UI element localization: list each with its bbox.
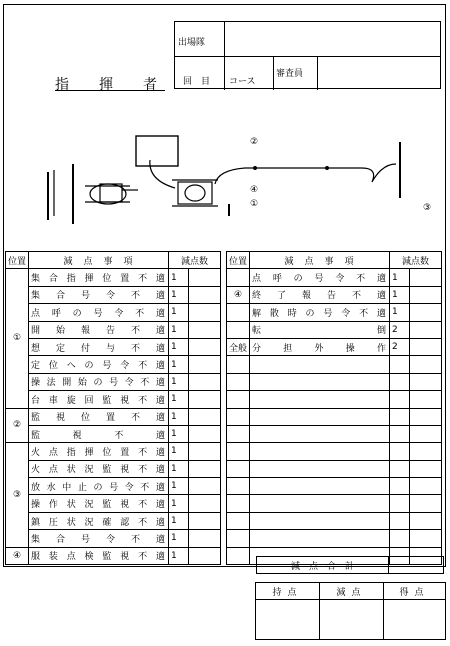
deduction-input-cell[interactable] — [410, 512, 442, 529]
position-cell — [227, 530, 250, 547]
deduction-input-cell[interactable] — [189, 478, 221, 495]
item-cell — [250, 425, 390, 442]
position-cell: ④ — [227, 286, 250, 303]
table-row — [6, 286, 221, 303]
table-row — [6, 495, 221, 512]
points-cell: 1 — [169, 495, 189, 512]
position-cell — [227, 460, 250, 477]
table-row — [6, 269, 221, 286]
item-cell: 鎮 圧 状 況 確 認 不 適 — [29, 512, 169, 529]
team-label: 出場隊 — [178, 38, 206, 48]
item-cell: 火 点 指 揮 位 置 不 適 — [29, 443, 169, 460]
position-cell: ③ — [6, 443, 29, 547]
table-row — [227, 443, 442, 460]
item-cell — [250, 356, 390, 373]
points-cell: 1 — [169, 356, 189, 373]
table-row — [227, 425, 442, 442]
item-cell: 想 定 付 与 不 適 — [29, 338, 169, 355]
deduction-input-cell[interactable] — [189, 391, 221, 408]
deduction-input-cell[interactable] — [410, 373, 442, 390]
table-row — [227, 269, 442, 286]
deduction-input-cell[interactable] — [189, 495, 221, 512]
table-row — [6, 425, 221, 442]
points-cell: 1 — [169, 530, 189, 547]
points-cell: 1 — [169, 304, 189, 321]
table-row — [227, 321, 442, 338]
points-cell: 1 — [169, 460, 189, 477]
marker-1: ① — [250, 199, 259, 209]
item-cell — [250, 530, 390, 547]
deduction-input-cell[interactable] — [189, 408, 221, 425]
deduction-input-cell[interactable] — [410, 304, 442, 321]
points-cell — [390, 356, 410, 373]
deduction-input-cell[interactable] — [189, 512, 221, 529]
points-cell — [390, 478, 410, 495]
position-cell — [227, 443, 250, 460]
item-cell: 分 担 外 操 作 — [250, 338, 390, 355]
points-cell: 2 — [390, 338, 410, 355]
points-cell — [390, 530, 410, 547]
points-cell: 2 — [390, 321, 410, 338]
points-cell: 1 — [169, 373, 189, 390]
item-cell: 放 水 中 止 の 号 令 不 適 — [29, 478, 169, 495]
table-row — [227, 408, 442, 425]
item-cell — [250, 495, 390, 512]
deduction-input-cell[interactable] — [410, 391, 442, 408]
table-row — [227, 460, 442, 477]
points-cell — [390, 443, 410, 460]
position-cell — [227, 321, 250, 338]
item-cell: 定 位 へ の 号 令 不 適 — [29, 356, 169, 373]
right-deduction-table — [226, 251, 442, 565]
item-cell: 監 視 不 適 — [29, 425, 169, 442]
position-cell — [227, 512, 250, 529]
score-header: 持点 — [256, 583, 320, 600]
position-cell — [227, 269, 250, 286]
points-cell: 1 — [169, 269, 189, 286]
item-cell — [250, 512, 390, 529]
score-field[interactable] — [320, 600, 384, 640]
table-row — [6, 373, 221, 390]
item-cell: 解 散 時 の 号 令 不 適 — [250, 304, 390, 321]
deduction-input-cell[interactable] — [189, 425, 221, 442]
position-cell: 全般 — [227, 338, 250, 355]
table-row — [6, 547, 221, 564]
page-title: 指 揮 者 — [55, 77, 165, 93]
deduction-input-cell[interactable] — [189, 530, 221, 547]
deduction-input-cell[interactable] — [410, 478, 442, 495]
table-row — [227, 530, 442, 547]
position-cell — [227, 391, 250, 408]
table-row — [227, 356, 442, 373]
position-cell — [227, 547, 250, 564]
hose-line — [215, 164, 396, 184]
deduction-input-cell[interactable] — [410, 286, 442, 303]
score-header: 得点 — [384, 583, 446, 600]
table-row — [6, 512, 221, 529]
marker-2: ② — [250, 137, 259, 147]
item-cell — [250, 478, 390, 495]
position-cell — [227, 408, 250, 425]
deduction-input-cell[interactable] — [410, 530, 442, 547]
table-row — [227, 373, 442, 390]
table-row — [6, 304, 221, 321]
deduction-input-cell[interactable] — [410, 495, 442, 512]
points-cell — [390, 408, 410, 425]
deduction-input-cell[interactable] — [410, 269, 442, 286]
score-table — [255, 582, 446, 640]
points-cell: 1 — [169, 478, 189, 495]
points-cell: 1 — [169, 338, 189, 355]
table-row — [227, 338, 442, 355]
deduction-input-cell[interactable] — [189, 269, 221, 286]
table-row — [6, 460, 221, 477]
deduction-input-cell[interactable] — [189, 338, 221, 355]
deduction-input-cell[interactable] — [189, 356, 221, 373]
item-cell: 監 視 位 置 不 適 — [29, 408, 169, 425]
points-cell: 1 — [390, 304, 410, 321]
points-cell: 1 — [169, 443, 189, 460]
deduction-input-cell[interactable] — [410, 443, 442, 460]
table-row — [6, 478, 221, 495]
marker-4: ④ — [250, 185, 259, 195]
item-cell — [250, 408, 390, 425]
total-field[interactable] — [389, 557, 444, 574]
points-cell: 1 — [169, 321, 189, 338]
points-cell — [390, 373, 410, 390]
item-cell: 点 呼 の 号 令 不 適 — [29, 304, 169, 321]
total-label: 減 点 合 計 — [257, 557, 389, 574]
table-row — [227, 495, 442, 512]
table-row — [6, 443, 221, 460]
position-cell — [227, 356, 250, 373]
deduction-input-cell[interactable] — [189, 460, 221, 477]
score-field[interactable] — [256, 600, 320, 640]
header-box — [174, 21, 441, 89]
position-cell — [227, 425, 250, 442]
position-cell — [227, 478, 250, 495]
deduction-input-cell[interactable] — [189, 286, 221, 303]
judge-field[interactable] — [318, 57, 441, 90]
monitor-box — [136, 136, 178, 166]
table-row — [6, 391, 221, 408]
deduction-input-cell[interactable] — [410, 425, 442, 442]
points-cell — [390, 391, 410, 408]
position-cell: ④ — [6, 547, 29, 564]
item-cell: 終 了 報 告 不 適 — [250, 286, 390, 303]
table-row — [227, 286, 442, 303]
item-cell — [250, 391, 390, 408]
deduction-input-cell[interactable] — [189, 304, 221, 321]
marker-3: ③ — [423, 203, 432, 213]
points-cell: 1 — [169, 547, 189, 564]
layout-diagram — [0, 120, 450, 230]
deduction-input-cell[interactable] — [189, 443, 221, 460]
deduction-input-cell[interactable] — [410, 321, 442, 338]
position-cell — [227, 495, 250, 512]
points-cell: 1 — [169, 512, 189, 529]
points-cell: 1 — [169, 286, 189, 303]
points-cell: 1 — [390, 269, 410, 286]
position-cell: ② — [6, 408, 29, 443]
points-cell: 1 — [169, 391, 189, 408]
table-row — [6, 321, 221, 338]
pump-figure-right — [172, 180, 218, 206]
item-cell — [250, 443, 390, 460]
table-row — [6, 356, 221, 373]
points-cell — [390, 495, 410, 512]
score-field[interactable] — [384, 600, 446, 640]
table-row — [227, 391, 442, 408]
deduction-input-cell[interactable] — [410, 338, 442, 355]
table-row — [227, 478, 442, 495]
points-cell — [390, 460, 410, 477]
points-cell: 1 — [390, 286, 410, 303]
points-cell — [390, 425, 410, 442]
position-cell — [227, 304, 250, 321]
table-row — [6, 408, 221, 425]
deduction-input-cell[interactable] — [410, 408, 442, 425]
deduction-input-cell[interactable] — [410, 356, 442, 373]
table-row — [227, 512, 442, 529]
item-cell — [250, 460, 390, 477]
table-header-row: 位置 減 点 事 項 減点数 — [227, 252, 442, 269]
deduction-input-cell[interactable] — [189, 547, 221, 564]
deduction-input-cell[interactable] — [189, 321, 221, 338]
total-table — [256, 556, 444, 574]
table-header-row: 位置 減 点 事 項 減点数 — [6, 252, 221, 269]
item-cell: 集 合 号 令 不 適 — [29, 530, 169, 547]
item-cell: 点 呼 の 号 令 不 適 — [250, 269, 390, 286]
position-cell: ① — [6, 269, 29, 408]
left-deduction-table — [5, 251, 221, 565]
points-cell: 1 — [169, 408, 189, 425]
table-row — [6, 338, 221, 355]
round-label: 回 目 — [183, 77, 211, 87]
points-cell: 1 — [169, 425, 189, 442]
deduction-input-cell[interactable] — [189, 373, 221, 390]
judge-label: 審査員 — [276, 69, 304, 79]
item-cell — [250, 373, 390, 390]
deduction-input-cell[interactable] — [410, 460, 442, 477]
item-cell: 服 装 点 検 監 視 不 適 — [29, 547, 169, 564]
team-field[interactable] — [225, 22, 441, 56]
item-cell: 火 点 状 況 監 視 不 適 — [29, 460, 169, 477]
pump-figure-left — [85, 184, 138, 204]
connector-line — [150, 160, 175, 188]
item-cell: 開 始 報 告 不 適 — [29, 321, 169, 338]
course-label: コース — [229, 77, 256, 87]
item-cell: 台 車 旋 回 監 視 不 適 — [29, 391, 169, 408]
item-cell: 集 合 号 令 不 適 — [29, 286, 169, 303]
position-cell — [227, 373, 250, 390]
item-cell: 集 合 指 揮 位 置 不 適 — [29, 269, 169, 286]
score-header: 減点 — [320, 583, 384, 600]
item-cell: 操 法 開 始 の 号 令 不 適 — [29, 373, 169, 390]
item-cell: 操 作 状 況 監 視 不 適 — [29, 495, 169, 512]
points-cell — [390, 512, 410, 529]
item-cell: 転 倒 — [250, 321, 390, 338]
table-row — [6, 530, 221, 547]
table-row — [227, 304, 442, 321]
